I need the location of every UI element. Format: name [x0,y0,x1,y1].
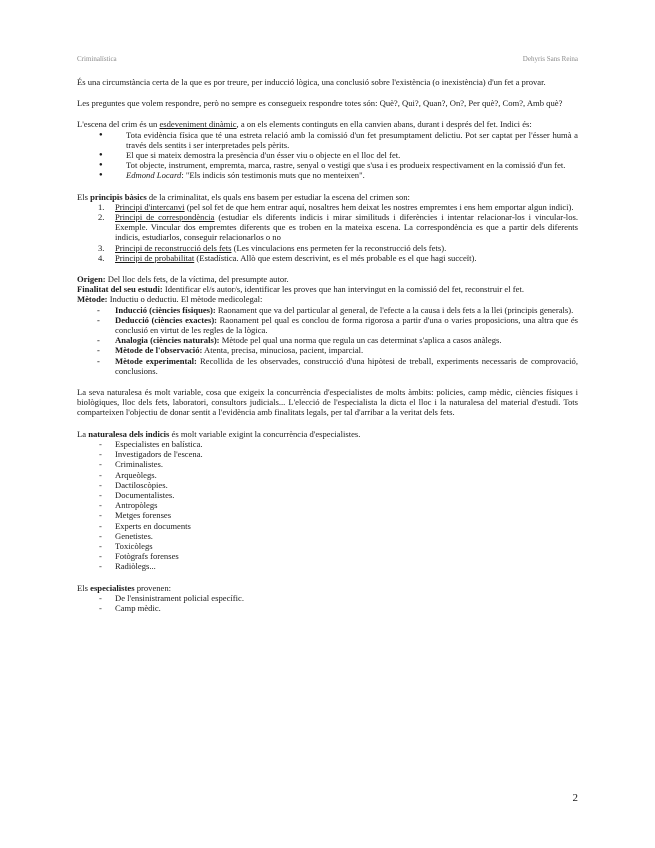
list-item: ● Edmond Locard: "Els indicis són testimonis muts que no menteixen". [77,170,578,180]
document-body [77,77,578,624]
list-item: - De l'ensinistrament policial específic. [77,593,578,603]
nature-intro: La naturalesa dels indicis és molt variable exigint la concurrència d'especialistes. [77,428,361,439]
list-item: - Analogia (ciències naturals): Mètode pel qual una norma que regula un cas determinat s'aplica a casos anàlegs. [77,335,578,345]
list-item: - Criminalistes. [77,459,578,469]
list-item: - Especialistes en balística. [77,439,578,449]
list-item: - Metges forenses [77,510,578,520]
page-header [77,55,578,67]
list-item: - Experts en documents [77,521,578,531]
intro-paragraph-1: És una circumstància certa de la que es por treure, per inducció lògica, una conclusió sobre l'existència (o inexistència) d'un fet a provar. [77,77,546,87]
list-item: - Investigadors de l'escena. [77,449,578,459]
list-item: - Documentalistes. [77,490,578,500]
list-item: - Fotògrafs forenses [77,551,578,561]
list-item: - Toxicòlegs [77,541,578,551]
specialists-origin-list [77,593,578,613]
list-item: - Antropòlegs [77,500,578,510]
origin-line: Origen: Del lloc dels fets, de la víctima, del presumpte autor. [77,274,289,285]
list-item: 2. Principi de correspondència (estudiar els diferents indicis i mirar similituds i diferències i intentar relacionar-los i vincular-los. Exemple. Vincular dos empremtes diferents que es troben en la mateixa escena. La correspondència es que a partir dels diferents indicis, estudiarlos, conseguir relacionarlos o no [98,212,578,243]
page-number: 2 [572,792,578,804]
metode-line: Mètode: Inductiu o deductiu. El mètode medicolegal: [77,294,263,305]
list-item: - Mètode experimental: Recollida de les observades, construcció d'una hipòtesi de treball, experiments necessaris de comprovació, conclusions. [77,356,578,376]
list-item: - Dactiloscòpies. [77,480,578,490]
list-item: - Camp mèdic. [77,603,578,613]
methods-list [77,305,578,376]
list-item: - Inducció (ciències físiques): Raonament que va del particular al general, de l'efecte a la causa i dels fets a la llei (principis generals). [77,305,578,315]
principles-list [77,202,578,263]
indici-bullet-list [77,130,578,181]
intro-paragraph-3: L'escena del crim és un esdeveniment dinàmic, a on els elements continguts en ella canvien abans, durant i després del fet. Indici és: [77,119,532,130]
list-item: 4. Principi de probabilitat (Estadística. Allò que estem descrivint, es el més probable es el que hagi succeït). [98,252,477,263]
list-item: - Genetistes. [77,531,578,541]
header-author: Dehyris Sans Reina [522,55,578,63]
finalitat-line: Finalitat del seu estudi: Identificar el/s autor/s, identificar les proves que han intervingut en la comissió del fet, reconstruir el fet. [77,284,524,295]
header-subject: Criminalística [77,55,117,63]
list-item: - Mètode de l'observació: Atenta, precisa, minuciosa, pacient, imparcial. [77,345,578,355]
list-item: 1. Principi d'intercanvi (pel sol fet de que hem entrar aquí, nosaltres hem deixat les nostres empremtes i ens hem emportar algun indici). [98,201,574,212]
list-item: 3. Principi de reconstrucció dels fets (Les vinculacions ens permeten fer la reconstrucció dels fets). [98,242,447,253]
underlined-term: esdeveniment dinàmic [159,119,237,130]
principles-intro: Els principis bàsics de la criminalitat, els quals ens basem per estudiar la escena del crimen son: [77,191,410,202]
quote-author: Edmond Locard [126,170,182,181]
list-item: ● El que si mateix demostra la presència d'un ésser viu o objecte en el lloc del fet. [77,150,578,160]
intro-paragraph-2: Les preguntes que volem respondre, però no sempre es consegueix respondre totes són: Què?, Qui?, Quan?, On?, Per què?, Com?, Amb què? [77,98,563,109]
list-item: - Deducció (ciències exactes): Raonament pel qual es conclou de forma rigorosa a partir d'una o varies proposicions, una altra que és conclusió en virtut de les regles de la lògica. [77,315,578,335]
list-item: - Arqueòlegs. [77,470,578,480]
specialists-type-list [77,439,578,572]
list-item: ● Tot objecte, instrument, empremta, marca, rastre, senyal o vestigi que s'usa i es produeix respectivament en la comissió d'un fet. [77,160,578,170]
list-item: - Radiòlegs... [77,561,578,571]
specialists-intro: Els especialistes provenen: [77,582,172,593]
list-item: ● Tota evidència física que té una estreta relació amb la comissió d'un fet presumptament delictiu. Pot ser captat per l'ésser humà a través dels sentits i ser interpretades pels pèrits. [77,130,578,150]
variety-paragraph: La seva naturalesa és molt variable, cosa que exigeix la concurrència d'especialistes de molts àmbits: policies, camp mèdic, ciències físiques i biològiques, lloc dels fets, laboratori, consultors judicials... L'elecció de l'especialista la dicta el lloc i la naturalesa del material d'estudi. Tots comparteixen l'objectiu de donar sentit a l'evidència amb finalitats legals, per tal d'arribar a la veritat dels fets. [77,387,578,418]
